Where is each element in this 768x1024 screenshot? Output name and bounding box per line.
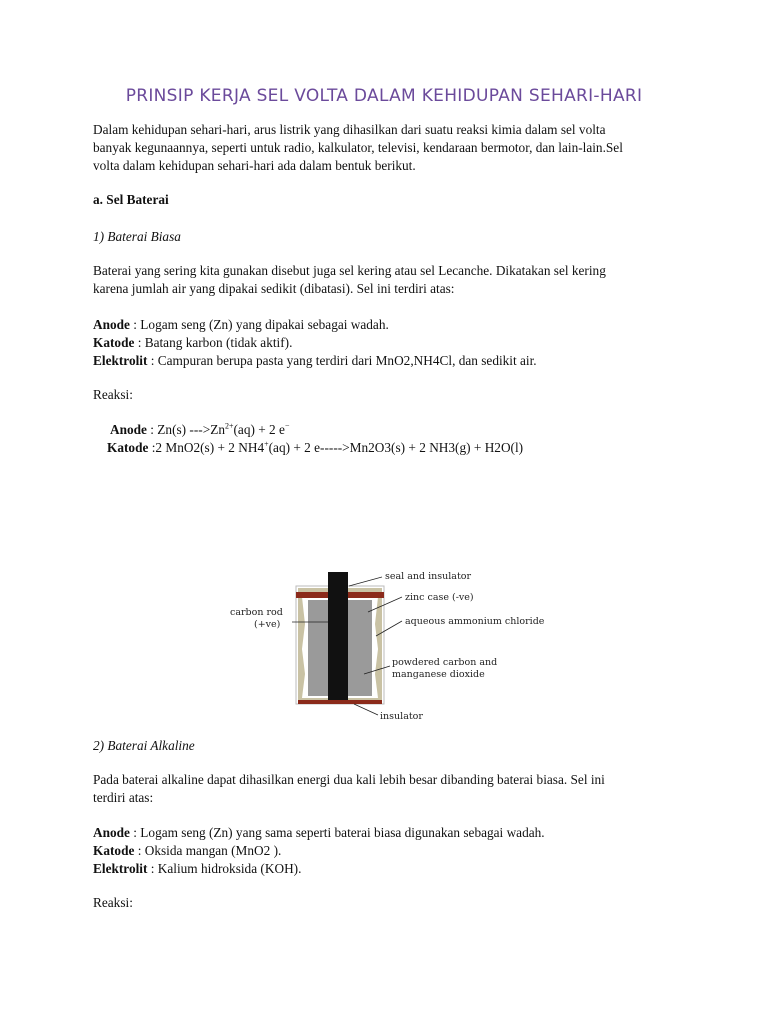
section-heading-sel-baterai: a. Sel Baterai — [93, 192, 169, 207]
reaction-katode-part1: :2 MnO2(s) + 2 NH4 — [148, 440, 265, 455]
reaction-anode-part1: : Zn(s) --->Zn — [146, 422, 225, 437]
katode-label: Katode — [93, 335, 135, 350]
label-carbon-rod-polarity: (+ve) — [254, 619, 281, 630]
label-manganese-dioxide: manganese dioxide — [392, 669, 485, 680]
katode-text: : Batang karbon (tidak aktif). — [134, 335, 293, 350]
alkaline-katode-label: Katode — [93, 843, 135, 858]
baterai-alkaline-desc-1: Pada baterai alkaline dapat dihasilkan energi dua kali lebih besar dibanding baterai biasa. Sel ini — [93, 772, 605, 787]
baterai-alkaline-desc-2: terdiri atas: — [93, 790, 154, 805]
alkaline-elektrolit-line — [93, 860, 693, 878]
dry-cell-diagram — [228, 564, 548, 724]
reaction-katode-label: Katode — [107, 440, 149, 455]
label-carbon-rod: carbon rod — [230, 607, 283, 618]
subheading-baterai-alkaline: 2) Baterai Alkaline — [93, 738, 195, 753]
label-aqueous-ammonium-chloride: aqueous ammonium chloride — [405, 616, 545, 627]
reaction-katode-part2: (aq) + 2 e----->Mn2O3(s) + 2 NH3(g) + H2O(l) — [268, 440, 524, 455]
reaction-anode-label: Anode — [110, 422, 147, 437]
elektrolit-label: Elektrolit — [93, 353, 148, 368]
elektrolit-line — [93, 352, 693, 370]
alkaline-anode-line — [93, 824, 693, 842]
anode-text: : Logam seng (Zn) yang dipakai sebagai wadah. — [129, 317, 389, 332]
reaction-anode-part2: (aq) + 2 e — [233, 422, 285, 437]
reaction-katode-charge: + — [264, 439, 269, 449]
reaction-anode — [110, 421, 289, 439]
label-zinc-case: zinc case (-ve) — [405, 592, 474, 603]
carbon-rod — [328, 572, 348, 700]
leader-seal — [349, 577, 382, 586]
intro-line-3: volta dalam kehidupan sehari-hari ada dalam bentuk berikut. — [93, 158, 416, 173]
label-powdered-carbon: powdered carbon and — [392, 657, 498, 668]
katode-line — [93, 334, 693, 352]
reaksi-label: Reaksi: — [93, 387, 133, 402]
intro-line-1: Dalam kehidupan sehari-hari, arus listrik yang dihasilkan dari suatu reaksi kimia dalam sel volta — [93, 122, 606, 137]
alkaline-katode-text: : Oksida mangan (MnO2 ). — [134, 843, 282, 858]
alkaline-anode-label: Anode — [93, 825, 130, 840]
anode-line — [93, 316, 693, 334]
baterai-biasa-desc-1: Baterai yang sering kita gunakan disebut juga sel kering atau sel Lecanche. Dikatakan sel kering — [93, 263, 606, 278]
alkaline-elektrolit-label: Elektrolit — [93, 861, 148, 876]
bottom-insulator-bar — [298, 700, 382, 704]
alkaline-anode-text: : Logam seng (Zn) yang sama seperti baterai biasa digunakan sebagai wadah. — [129, 825, 545, 840]
alkaline-katode-line — [93, 842, 693, 860]
intro-line-2: banyak kegunaannya, seperti untuk radio, kalkulator, televisi, kendaraan bermotor, dan lain-lain.Sel — [93, 140, 623, 155]
baterai-biasa-desc-2: karena jumlah air yang dipakai sedikit (dibatasi). Sel ini terdiri atas: — [93, 281, 455, 296]
leader-insulator — [354, 704, 378, 715]
reaction-katode — [107, 439, 523, 457]
alkaline-elektrolit-text: : Kalium hidroksida (KOH). — [147, 861, 302, 876]
reaction-anode-charge: 2+ — [224, 421, 234, 431]
page-title: PRINSIP KERJA SEL VOLTA DALAM KEHIDUPAN SEHARI-HARI — [125, 86, 643, 106]
label-seal-and-insulator: seal and insulator — [385, 571, 472, 582]
subheading-baterai-biasa: 1) Baterai Biasa — [93, 229, 181, 244]
elektrolit-text: : Campuran berupa pasta yang terdiri dari MnO2,NH4Cl, dan sedikit air. — [147, 353, 537, 368]
anode-label: Anode — [93, 317, 130, 332]
alkaline-reaksi-label: Reaksi: — [93, 895, 133, 910]
reaction-anode-electron-charge: − — [284, 421, 290, 431]
label-insulator: insulator — [380, 711, 423, 722]
